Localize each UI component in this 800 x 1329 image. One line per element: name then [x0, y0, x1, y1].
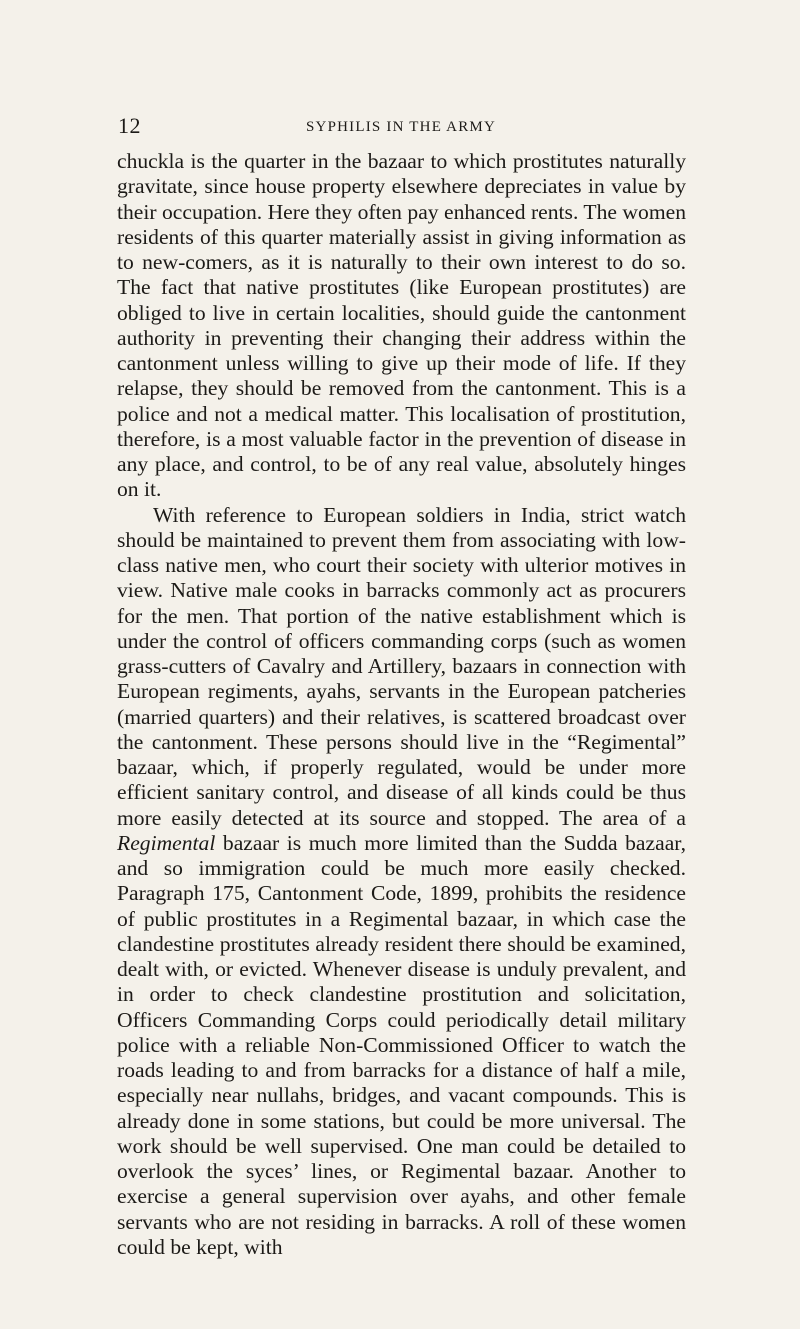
- page-header: [118, 114, 684, 138]
- paragraph: [117, 149, 686, 503]
- italic-term: Regimental: [117, 830, 216, 855]
- page-number: 12: [118, 113, 141, 138]
- paragraph-text: With reference to European soldiers in India, strict watch should be maintained to prevent them from associating with low-class native men, who court their society with ulterior motives in view. Native male cooks in barracks commonly act as procurers for the men. That portion of the native establishment which is under the control of officers commanding corps (such as women grass-cutters of Cavalry and Artillery, bazaars in connection with European regiments, ayahs, servants in the European patcheries (married quarters) and their relatives, is scattered broadcast over the cantonment. These persons should live in the “Regimental” bazaar, which, if properly regulated, would be under more efficient sanitary control, and disease of all kinds could be thus more easily detected at its source and stopped. The area of a: [117, 502, 686, 830]
- paragraph-text: bazaar is much more limited than the Sudda bazaar, and so immigration could be much more easily checked. Paragraph 175, Cantonment Code, 1899, prohibits the residence of public prostitutes in a Regimental bazaar, in which case the clandestine prostitutes already resident there should be examined, dealt with, or evicted. Whenever disease is unduly prevalent, and in order to check clandestine prostitution and solicitation, Officers Commanding Corps could periodically detail military police with a reliable Non-Commissioned Officer to watch the roads leading to and from barracks for a distance of half a mile, especially near nullahs, bridges, and vacant compounds. This is already done in some stations, but could be more universal. The work should be well supervised. One man could be detailed to overlook the syces’ lines, or Regimental bazaar. Another to exercise a general supervision over ayahs, and other female servants who are not residing in barracks. A roll of these women could be kept, with: [117, 830, 686, 1259]
- paragraph-text: chuckla is the quarter in the bazaar to which prostitutes naturally gravitate, since house property elsewhere depreciates in value by their occupation. Here they often pay enhanced rents. The women residents of this quarter materially assist in giving information as to new-comers, as it is naturally to their own interest to do so. The fact that native prostitutes (like European prostitutes) are obliged to live in certain localities, should guide the cantonment authority in preventing their changing their address within the cantonment unless willing to give up their mode of life. If they relapse, they should be removed from the cantonment. This is a police and not a medical matter. This localisation of prostitution, therefore, is a most valuable factor in the prevention of disease in any place, and control, to be of any real value, absolutely hinges on it.: [117, 149, 686, 502]
- paragraph: [117, 503, 686, 1261]
- body-text: [117, 149, 686, 1260]
- running-title: SYPHILIS IN THE ARMY: [306, 119, 496, 135]
